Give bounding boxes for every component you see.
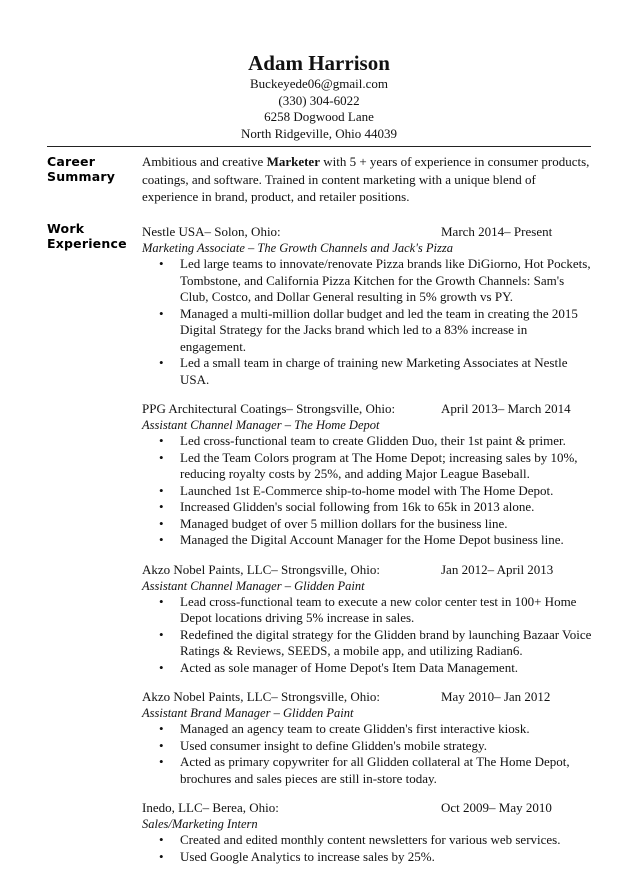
bullet-text: Used consumer insight to define Glidden's mobile strategy.	[180, 737, 487, 753]
work-experience-list	[142, 223, 592, 877]
job-company: Akzo Nobel Paints, LLC– Strongsville, Ohio:	[142, 561, 380, 577]
bullet-item	[142, 355, 592, 388]
bullet-text: Launched 1st E-Commerce ship-to-home model with The Home Depot.	[180, 482, 554, 498]
bullet-icon: •	[159, 256, 164, 271]
section-label-line: Career	[47, 154, 96, 169]
bullet-icon: •	[159, 515, 164, 531]
bullet-item	[142, 532, 592, 549]
bullet-item	[142, 483, 592, 500]
bullet-text: Lead cross-functional team to execute a new color center test in 100+ Home Depot locations driving 5% increase in sales.	[180, 593, 577, 625]
job-bullet-list	[142, 721, 592, 787]
bullet-item	[142, 306, 592, 356]
bullet-icon: •	[159, 626, 164, 642]
job-entry	[142, 400, 592, 549]
bullet-icon: •	[159, 532, 164, 547]
bullet-icon: •	[159, 659, 164, 675]
bullet-text: Increased Glidden's social following from 16k to 65k in 2013 alone.	[180, 499, 535, 514]
job-dates: Oct 2009– May 2010	[441, 800, 552, 815]
bullet-text: Managed budget of over 5 million dollars for the business line.	[180, 515, 508, 531]
bullet-item	[142, 721, 592, 738]
bullet-icon: •	[159, 433, 164, 448]
bullet-item	[142, 754, 592, 787]
bullet-icon: •	[159, 593, 164, 609]
bullet-text: Managed the Digital Account Manager for the Home Depot business line.	[180, 532, 564, 547]
bullet-text: Led a small team in charge of training new Marketing Associates at Nestle USA.	[180, 355, 568, 387]
career-summary-text	[142, 153, 592, 206]
bullet-icon: •	[159, 754, 164, 769]
bullet-item	[142, 849, 592, 866]
bullet-icon: •	[159, 721, 164, 736]
bullet-item	[142, 660, 592, 677]
job-title: Assistant Brand Manager – Glidden Paint	[142, 706, 354, 720]
section-label-line: Experience	[47, 236, 127, 251]
job-header	[142, 223, 592, 240]
section-label-work-experience	[47, 221, 127, 251]
job-header	[142, 400, 592, 417]
bullet-text: Created and edited monthly content newsletters for various web services.	[180, 832, 561, 847]
job-entry	[142, 799, 592, 865]
candidate-name: Adam Harrison	[248, 51, 390, 75]
bullet-text: Acted as primary copywriter for all Glidden collateral at The Home Depot, brochures and sales pieces are still in-store today.	[180, 754, 570, 786]
bullet-icon: •	[159, 832, 164, 847]
summary-text-end: with 5 + years of experience in consumer products, coatings, and software. Trained in content marketing with a unique blend of experience in brand, product, and retailer positions.	[142, 154, 590, 204]
bullet-item	[142, 832, 592, 849]
bullet-item	[142, 450, 592, 483]
bullet-item	[142, 433, 592, 450]
bullet-item	[142, 499, 592, 516]
job-company: Inedo, LLC– Berea, Ohio:	[142, 800, 279, 815]
bullet-item	[142, 594, 592, 627]
bullet-icon: •	[159, 449, 164, 465]
city-address: North Ridgeville, Ohio 44039	[241, 125, 397, 141]
job-title: Marketing Associate – The Growth Channels and Jack's Pizza	[142, 241, 453, 255]
bullet-icon: •	[159, 305, 164, 321]
resume-header	[0, 50, 638, 142]
bullet-icon: •	[159, 482, 164, 498]
bullet-text: Redefined the digital strategy for the Glidden brand by launching Bazaar Voice Ratings & Reviews, SEEDS, a mobile app, and utilizing Radian6.	[180, 626, 592, 658]
job-header	[142, 799, 592, 816]
job-bullet-list	[142, 433, 592, 549]
job-entry	[142, 688, 592, 787]
bullet-text: Led large teams to innovate/renovate Pizza brands like DiGiorno, Hot Pockets, Tombstone, and California Pizza Kitchen for the Growth Channels: Sam's Club, Costco, and Dollar General resulting in 5% growth vs PY.	[180, 256, 591, 304]
bullet-item	[142, 256, 592, 306]
bullet-icon: •	[159, 737, 164, 753]
job-bullet-list	[142, 832, 592, 865]
bullet-item	[142, 516, 592, 533]
job-title: Assistant Channel Manager – The Home Depot	[142, 418, 380, 432]
job-entry	[142, 223, 592, 388]
job-title: Sales/Marketing Intern	[142, 817, 258, 831]
bullet-text: Acted as sole manager of Home Depot's Item Data Management.	[180, 659, 519, 675]
bullet-text: Led cross-functional team to create Glidden Duo, their 1st paint & primer.	[180, 433, 566, 448]
job-bullet-list	[142, 594, 592, 677]
job-company: Akzo Nobel Paints, LLC– Strongsville, Ohio:	[142, 689, 380, 704]
job-bullet-list	[142, 256, 592, 388]
job-dates: April 2013– March 2014	[441, 401, 571, 416]
job-dates: Jan 2012– April 2013	[441, 561, 554, 577]
bullet-text: Led the Team Colors program at The Home Depot; increasing sales by 10%, reducing royalty costs by 25%, and adding Major League Baseball.	[180, 449, 578, 481]
job-dates: May 2010– Jan 2012	[441, 689, 551, 704]
job-title: Assistant Channel Manager – Glidden Paint	[142, 578, 365, 593]
section-label-line: Work	[47, 221, 85, 236]
bullet-icon: •	[159, 848, 164, 864]
job-dates: March 2014– Present	[441, 224, 553, 239]
email-text: Buckeyede06@gmail.com	[250, 76, 388, 91]
bullet-text: Managed a multi-million dollar budget and led the team in creating the 2015 Digital Strategy for the Jacks brand which led to a 83% increase in engagement.	[180, 305, 578, 354]
bullet-icon: •	[159, 355, 164, 370]
job-header	[142, 561, 592, 578]
summary-keyword: Marketer	[266, 154, 320, 169]
bullet-text: Managed an agency team to create Glidden's first interactive kiosk.	[180, 721, 530, 736]
job-company: PPG Architectural Coatings– Strongsville, Ohio:	[142, 401, 396, 416]
summary-text-start: Ambitious and creative	[142, 154, 267, 169]
job-header	[142, 688, 592, 705]
section-label-career-summary	[47, 154, 115, 184]
header-divider	[47, 146, 591, 147]
section-label-line: Summary	[47, 169, 116, 184]
bullet-item	[142, 627, 592, 660]
job-entry	[142, 561, 592, 677]
bullet-text: Used Google Analytics to increase sales by 25%.	[180, 848, 435, 864]
bullet-item	[142, 738, 592, 755]
bullet-icon: •	[159, 499, 164, 514]
phone-text: (330) 304-6022	[278, 92, 360, 108]
job-company: Nestle USA– Solon, Ohio:	[142, 224, 281, 239]
street-address: 6258 Dogwood Lane	[264, 109, 374, 124]
